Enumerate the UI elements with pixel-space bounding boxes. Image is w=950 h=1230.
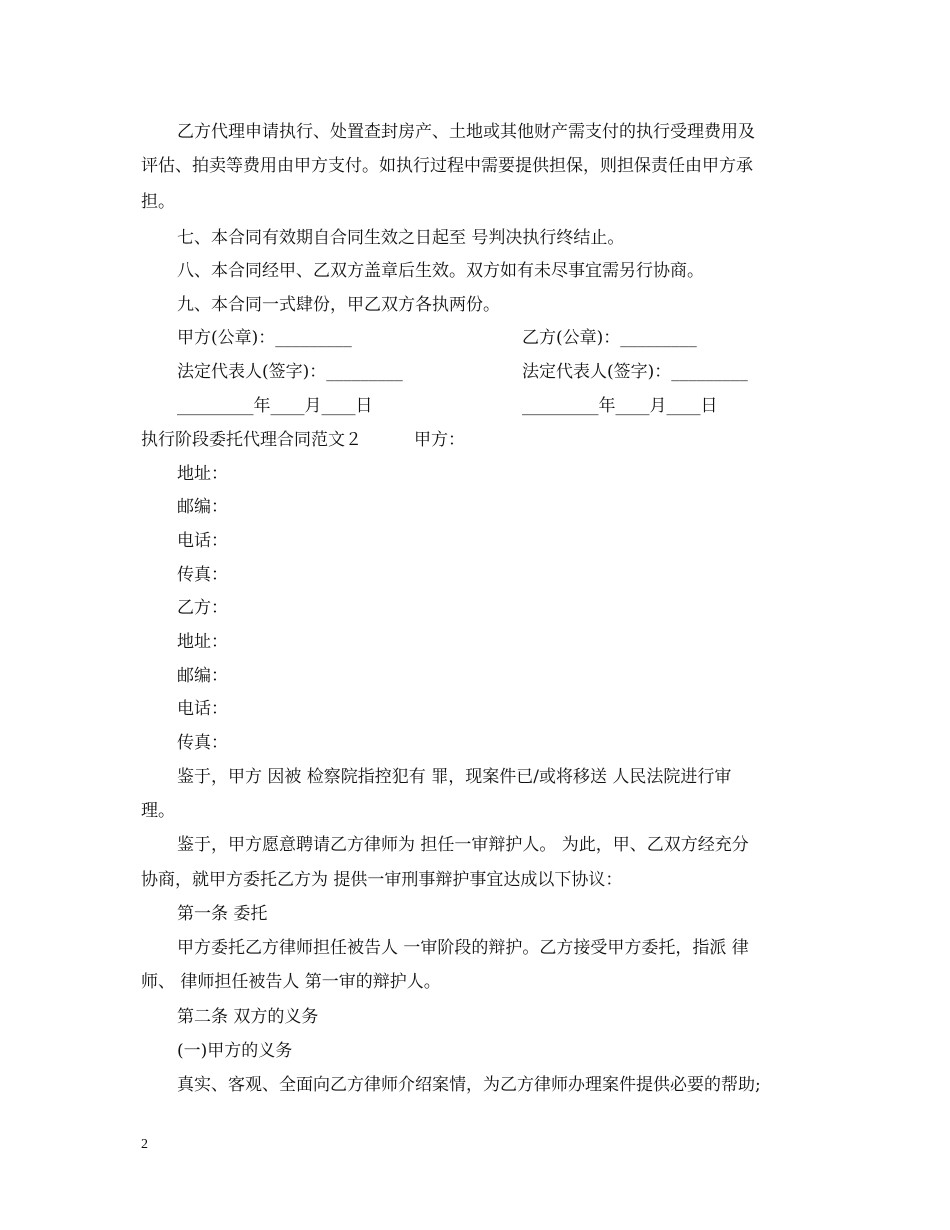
info-line: 地址：: [177, 464, 228, 484]
info-line: 邮编：: [177, 666, 228, 686]
info-line: 邮编：: [177, 497, 228, 517]
rep-b: 法定代表人(签字)：_________: [522, 362, 748, 382]
section2-title-row: [141, 430, 821, 450]
party-a-label: 甲方：: [414, 430, 465, 450]
info-line: 传真：: [177, 733, 228, 753]
clause-eight: 八、本合同经甲、乙双方盖章后生效。双方如有未尽事宜需另行协商。: [177, 261, 704, 281]
section2-title: 执行阶段委托代理合同范文２: [141, 430, 362, 450]
date-b: _________年____月____日: [522, 396, 718, 416]
date-a: _________年____月____日: [177, 396, 373, 416]
party-b-seal: 乙方(公章)：_________: [522, 328, 697, 348]
paragraph-line: 评估、拍卖等费用由甲方支付。如执行过程中需要提供担保，则担保责任由甲方承: [141, 156, 753, 176]
paragraph-line: 甲方委托乙方律师担任被告人 一审阶段的辩护。乙方接受甲方委托，指派 律: [177, 938, 749, 958]
paragraph-line: 真实、客观、全面向乙方律师介绍案情，为乙方律师办理案件提供必要的帮助;: [177, 1075, 761, 1095]
info-line: 电话：: [177, 531, 228, 551]
rep-a: 法定代表人(签字)：_________: [177, 362, 403, 382]
seal-row: [177, 328, 857, 348]
party-a-seal: 甲方(公章)：_________: [177, 328, 352, 348]
paragraph-line: 担。: [141, 192, 175, 212]
info-line: 传真：: [177, 565, 228, 585]
paragraph-line: 师、 律师担任被告人 第一审的辩护人。: [141, 972, 441, 992]
article-heading: 第二条 双方的义务: [177, 1007, 319, 1027]
info-line: 电话：: [177, 699, 228, 719]
article-heading: 第一条 委托: [177, 904, 268, 924]
info-line: 乙方：: [177, 598, 228, 618]
paragraph-line: 鉴于，甲方愿意聘请乙方律师为 担任一审辩护人。 为此，甲、乙双方经充分: [177, 835, 749, 855]
date-row: [177, 396, 857, 416]
paragraph-line: 协商，就甲方委托乙方为 提供一审刑事辩护事宜达成以下协议：: [141, 870, 623, 890]
subsection-heading: (一)甲方的义务: [177, 1041, 293, 1061]
clause-seven: 七、本合同有效期自合同生效之日起至 号判决执行终结止。: [177, 228, 625, 248]
clause-nine: 九、本合同一式肆份，甲乙双方各执两份。: [177, 295, 500, 315]
paragraph-line: 理。: [141, 801, 175, 821]
representative-row: [177, 362, 857, 382]
page-number: 2: [141, 1137, 148, 1152]
info-line: 地址：: [177, 632, 228, 652]
paragraph-line: 乙方代理申请执行、处置查封房产、土地或其他财产需支付的执行受理费用及: [177, 122, 755, 142]
paragraph-line: 鉴于，甲方 因被 检察院指控犯有 罪，现案件已/或将移送 人民法院进行审: [177, 767, 732, 787]
